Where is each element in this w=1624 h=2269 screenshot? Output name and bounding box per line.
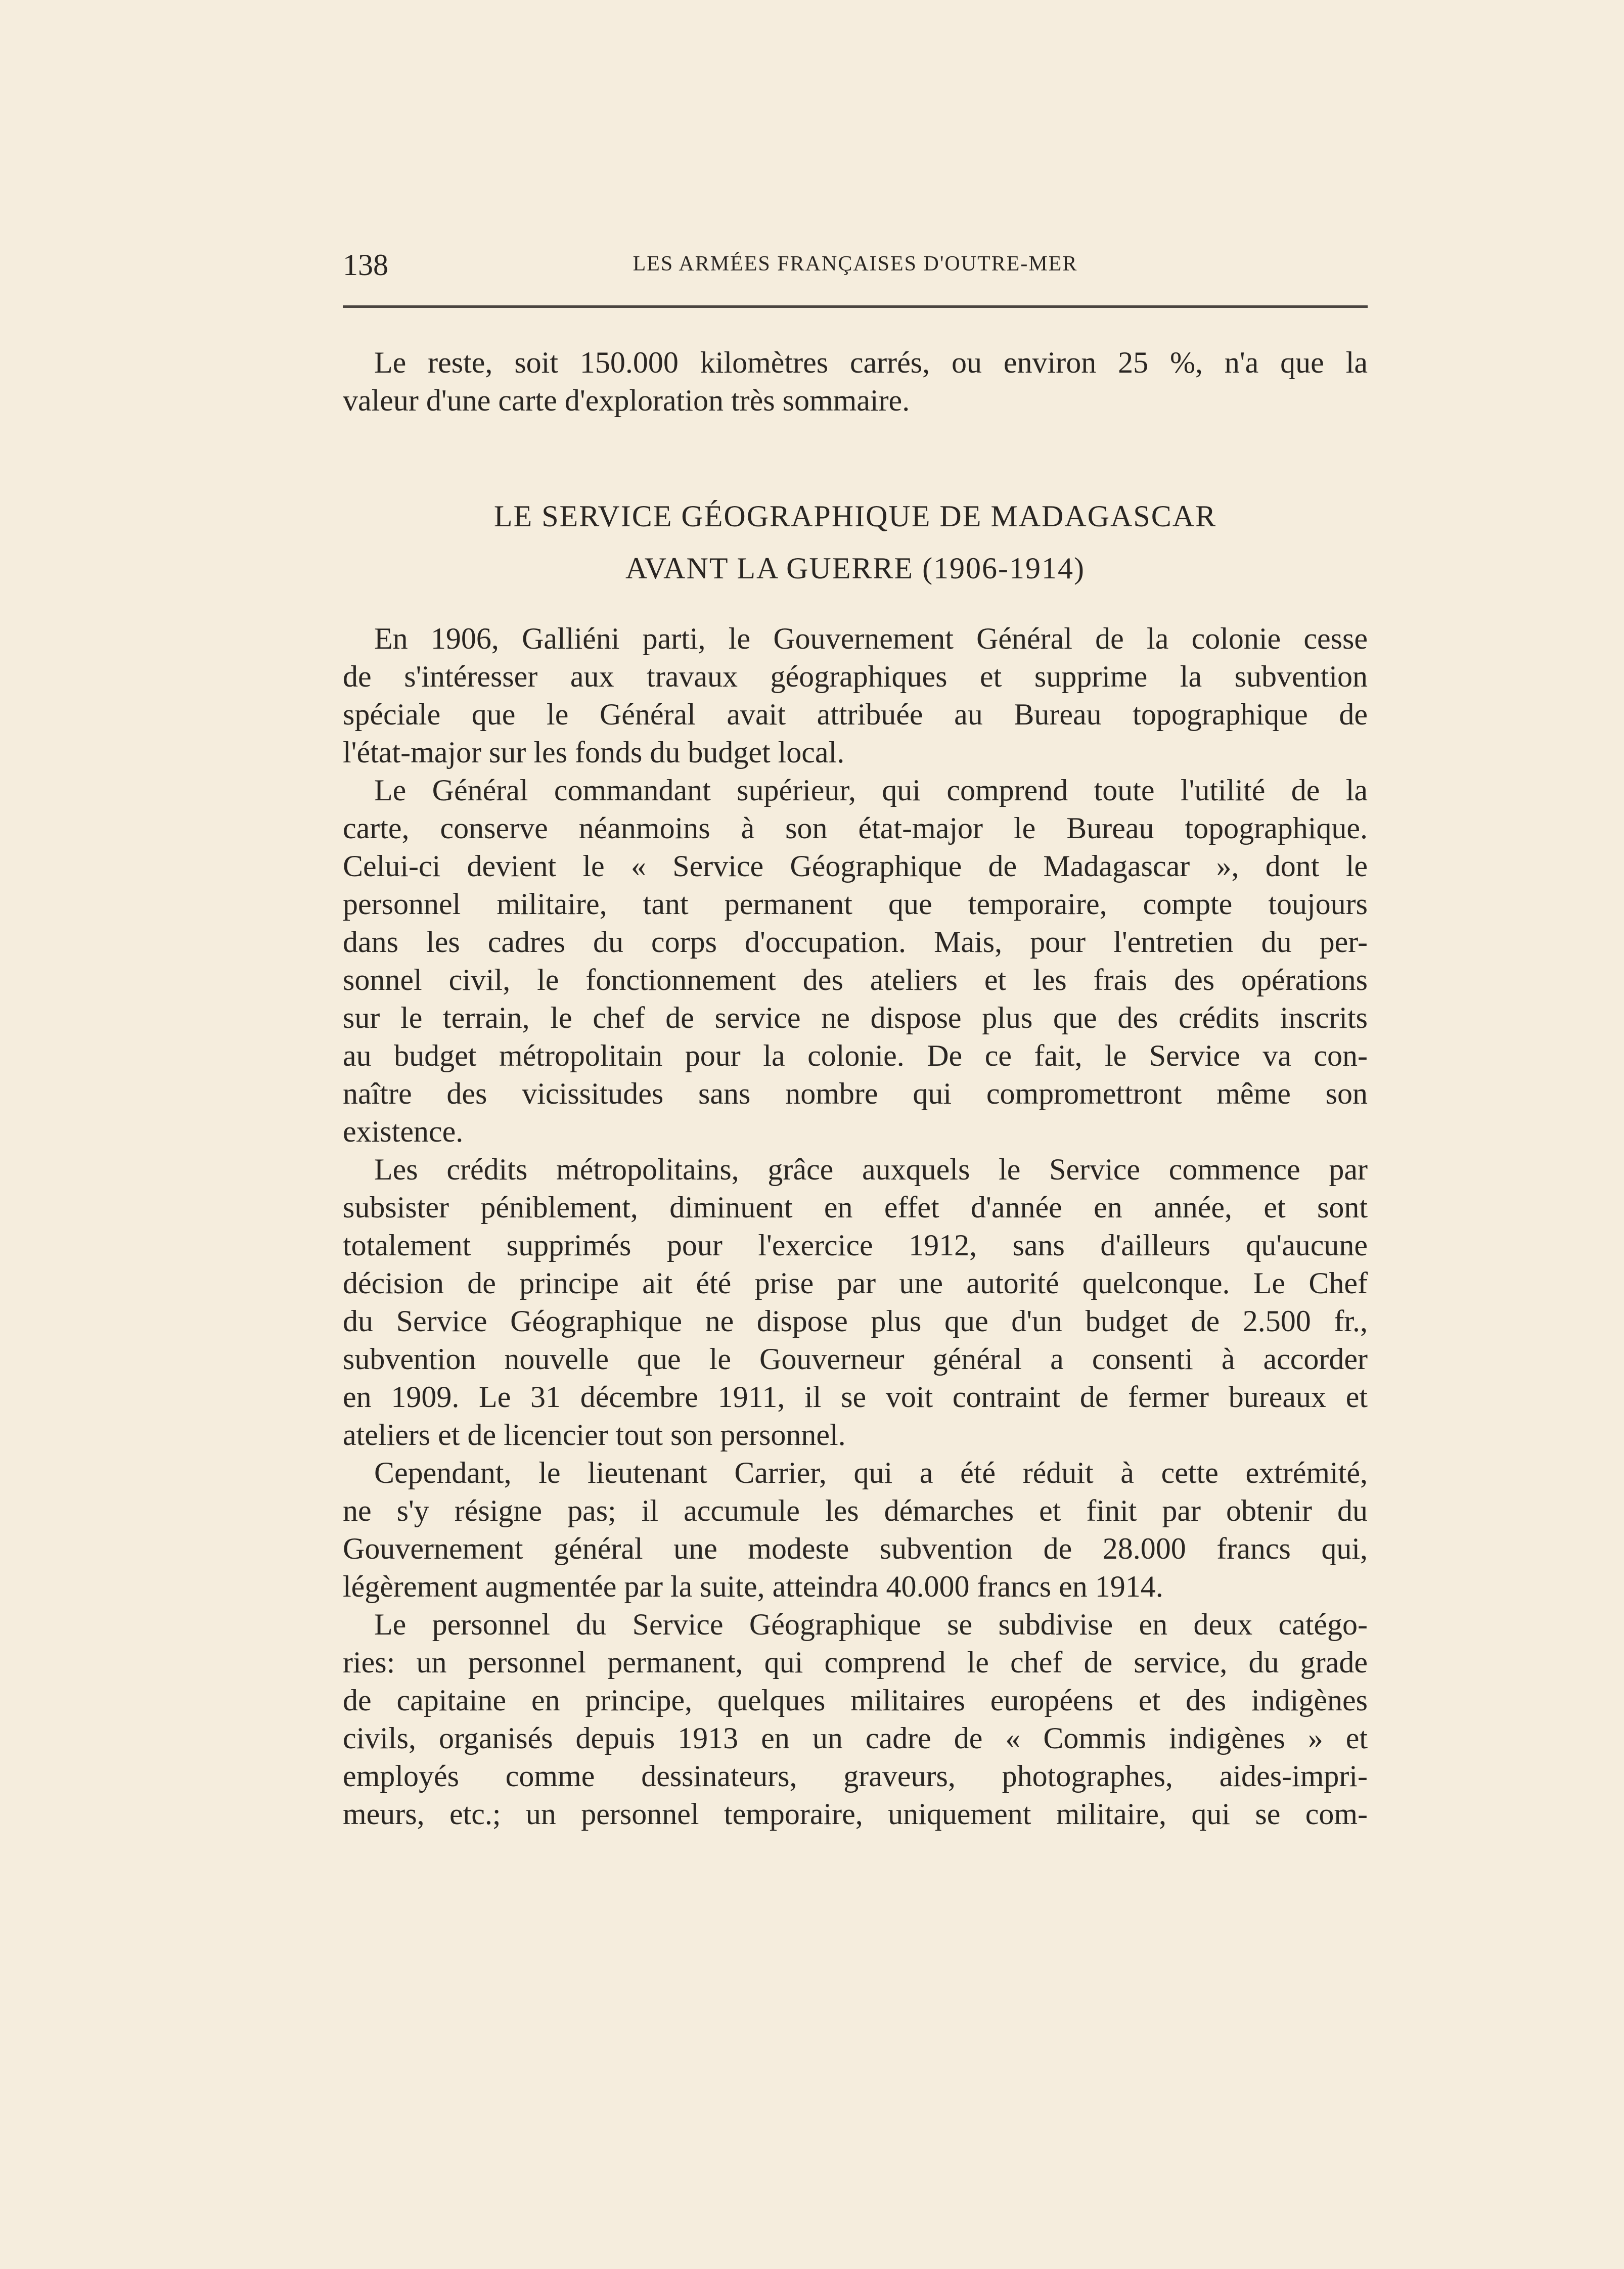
text-line: Celui-ci devient le « Service Géographique de Madagascar », dont le <box>343 849 1368 883</box>
text-line: en 1909. Le 31 décembre 1911, il se voit contraint de fermer bureaux et <box>343 1380 1368 1414</box>
text-line: Cependant, le lieutenant Carrier, qui a été réduit à cette extrémité, <box>374 1456 1368 1489</box>
text-line: ateliers et de licencier tout son personnel. <box>343 1418 846 1451</box>
text-line: civils, organisés depuis 1913 en un cadre de « Commis indigènes » et <box>343 1721 1368 1755</box>
body-paragraphs <box>343 620 1368 1833</box>
text-line: ne s'y résigne pas; il accumule les démarches et finit par obtenir du <box>343 1494 1368 1527</box>
page-header <box>343 248 1368 288</box>
text-line: personnel militaire, tant permanent que temporaire, compte toujours <box>343 887 1368 921</box>
paragraph <box>343 1454 1368 1606</box>
page-body <box>343 344 1368 1833</box>
text-line: En 1906, Galliéni parti, le Gouvernement Général de la colonie cesse <box>374 622 1368 655</box>
text-line: sur le terrain, le chef de service ne dispose plus que des crédits inscrits <box>343 1001 1368 1034</box>
text-line: décision de principe ait été prise par une autorité quelconque. Le Chef <box>343 1266 1368 1300</box>
text-line: légèrement augmentée par la suite, atteindra 40.000 francs en 1914. <box>343 1570 1163 1603</box>
text-line: Le Général commandant supérieur, qui comprend toute l'utilité de la <box>374 774 1368 807</box>
intro-paragraph <box>343 344 1368 420</box>
text-line: Gouvernement général une modeste subvention de 28.000 francs qui, <box>343 1532 1368 1565</box>
text-line: dans les cadres du corps d'occupation. Mais, pour l'entretien du per- <box>343 925 1368 959</box>
text-line: existence. <box>343 1115 464 1148</box>
text-line: valeur d'une carte d'exploration très sommaire. <box>343 384 910 417</box>
text-line: Le personnel du Service Géographique se subdivise en deux catégo- <box>374 1608 1368 1641</box>
text-line: subsister péniblement, diminuent en effet d'année en année, et sont <box>343 1191 1368 1224</box>
text-line: sonnel civil, le fonctionnement des ateliers et les frais des opérations <box>343 963 1368 996</box>
text-line: Le reste, soit 150.000 kilomètres carrés, ou environ 25 %, n'a que la <box>374 346 1368 379</box>
header-rule <box>343 305 1368 308</box>
text-line: Les crédits métropolitains, grâce auxquels le Service commence par <box>374 1153 1368 1186</box>
text-line: spéciale que le Général avait attribuée au Bureau topographique de <box>343 698 1368 731</box>
text-line: meurs, etc.; un personnel temporaire, uniquement militaire, qui se com- <box>343 1797 1368 1831</box>
running-title: LES ARMÉES FRANÇAISES D'OUTRE-MER <box>633 252 1078 276</box>
text-line: ries: un personnel permanent, qui comprend le chef de service, du grade <box>343 1646 1368 1679</box>
text-line: du Service Géographique ne dispose plus que d'un budget de 2.500 fr., <box>343 1304 1368 1338</box>
text-line: l'état-major sur les fonds du budget local. <box>343 736 845 769</box>
text-line: naître des vicissitudes sans nombre qui compromettront même son <box>343 1077 1368 1110</box>
text-line: employés comme dessinateurs, graveurs, photographes, aides-impri- <box>343 1759 1368 1793</box>
text-line: au budget métropolitain pour la colonie. De ce fait, le Service va con- <box>343 1039 1368 1072</box>
page-number: 138 <box>343 248 388 282</box>
paragraph <box>343 772 1368 1151</box>
heading-line: AVANT LA GUERRE (1906-1914) <box>625 552 1086 585</box>
heading-line: LE SERVICE GÉOGRAPHIQUE DE MADAGASCAR <box>493 500 1217 533</box>
paragraph <box>343 1151 1368 1454</box>
paragraph <box>343 1606 1368 1833</box>
text-line: subvention nouvelle que le Gouverneur général a consenti à accorder <box>343 1342 1368 1376</box>
text-line: de s'intéresser aux travaux géographiques et supprime la subvention <box>343 660 1368 693</box>
section-heading <box>343 490 1368 595</box>
paragraph <box>343 620 1368 772</box>
text-line: carte, conserve néanmoins à son état-major le Bureau topographique. <box>343 811 1368 845</box>
text-line: de capitaine en principe, quelques militaires européens et des indigènes <box>343 1684 1368 1717</box>
text-line: totalement supprimés pour l'exercice 1912, sans d'ailleurs qu'aucune <box>343 1229 1368 1262</box>
